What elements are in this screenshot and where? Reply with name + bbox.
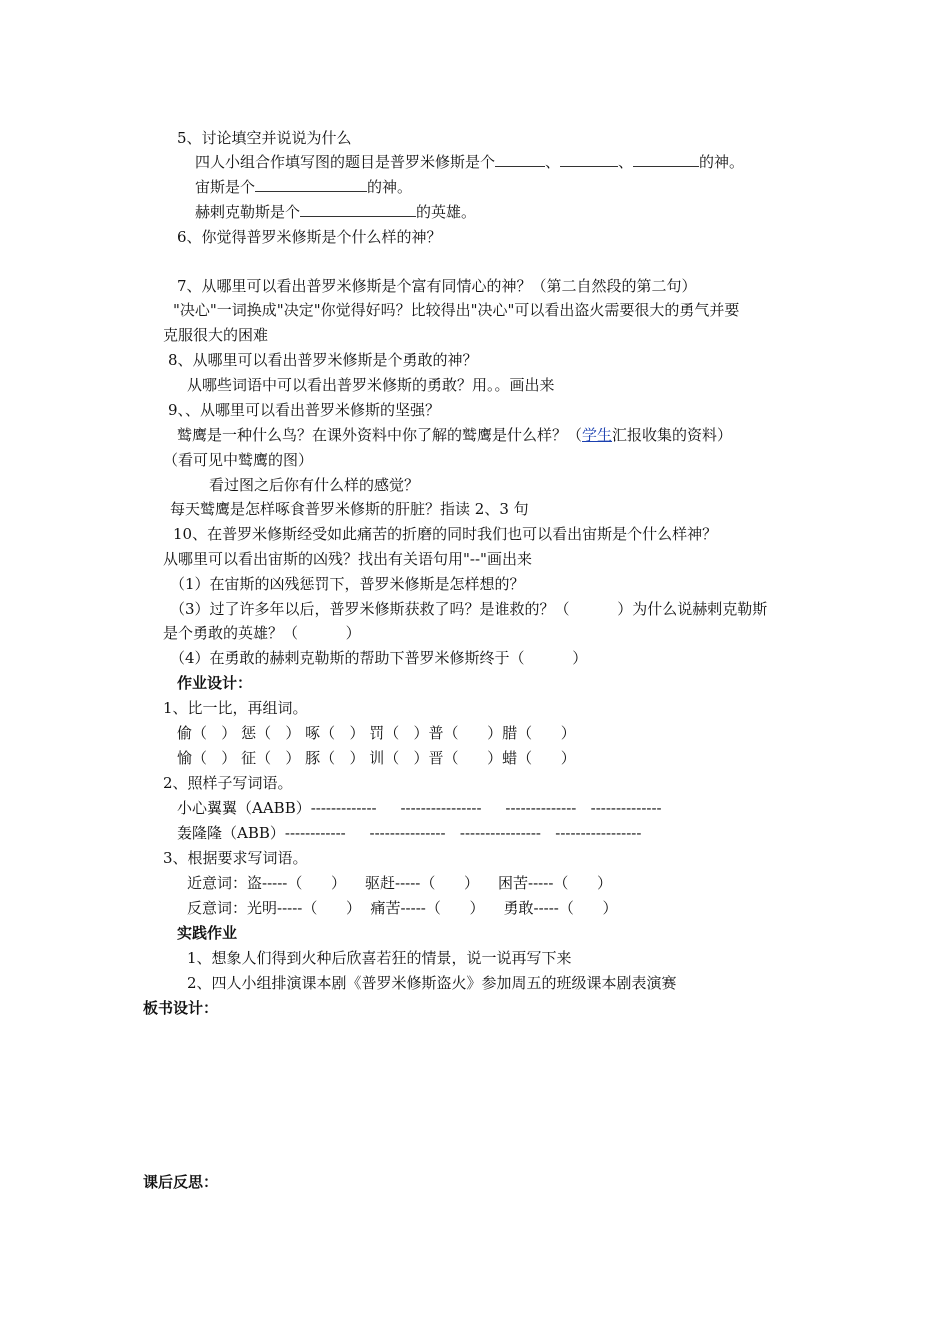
q9-line3: 看过图之后你有什么样的感觉？	[209, 476, 420, 494]
blank	[300, 202, 416, 217]
homework-item-3: 3、根据要求写词语。	[163, 849, 308, 867]
homework-2-row-2: 轰隆隆（ABB）------------ --------------- ---------------- -----------------	[177, 824, 642, 842]
q9-line2: （看可见中鹫鹰的图）	[163, 451, 314, 469]
q7-line2: 克服很大的困难	[163, 326, 269, 344]
q9-title: 9、、从哪里可以看出普罗米修斯的坚强？	[168, 401, 441, 419]
homework-1-row-1: 偷（ ） 惩（ ） 啄（ ） 罚（ ）普（ ）腊（ ）	[177, 724, 576, 742]
homework-heading: 作业设计：	[177, 674, 253, 692]
q7-title: 7、从哪里可以看出普罗米修斯是个富有同情心的神？（第二自然段的第二句）	[177, 277, 697, 295]
q5-title: 5、讨论填空并说说为什么	[177, 129, 352, 147]
practice-item-2: 2、四人小组排演课本剧《普罗米修斯盗火》参加周五的班级课本剧表演赛	[187, 974, 677, 992]
homework-item-1: 1、比一比，再组词。	[163, 699, 308, 717]
q10-line1: 从哪里可以看出宙斯的凶残？找出有关语句用"--"画出来	[163, 550, 532, 568]
q10-sub3a: （3）过了许多年以后，普罗米修斯获救了吗？是谁救的？（ ）为什么说赫剌克勒斯	[170, 600, 768, 618]
q6-title: 6、你觉得普罗米修斯是个什么样的神？	[177, 228, 442, 246]
homework-3-row-2: 反意词：光明-----（ ） 痛苦-----（ ） 勇敢-----（ ）	[187, 899, 618, 917]
homework-2-row-1: 小心翼翼（AABB）------------- ---------------- -------------- --------------	[177, 799, 662, 817]
blank	[255, 177, 367, 192]
practice-item-1: 1、想象人们得到火种后欣喜若狂的情景，说一说再写下来	[187, 949, 572, 967]
board-design-heading: 板书设计：	[143, 999, 219, 1017]
q7-line1: "决心"一词换成"决定"你觉得好吗？比较得出"决心"可以看出盗火需要很大的勇气并要	[173, 301, 740, 319]
reflection-heading: 课后反思：	[143, 1173, 219, 1191]
student-link[interactable]: 学生	[582, 426, 613, 444]
q5-line3: 赫剌克勒斯是个 的英雄。	[195, 203, 477, 221]
q9-line4: 每天鹫鹰是怎样啄食普罗米修斯的肝脏？指读 2、3 句	[170, 500, 529, 518]
homework-item-2: 2、照样子写词语。	[163, 774, 293, 792]
q10-sub4: （4）在勇敢的赫剌克勒斯的帮助下普罗米修斯终于（ ）	[170, 649, 588, 667]
q5-line2: 宙斯是个 的神。	[195, 178, 413, 196]
homework-3-row-1: 近意词：盗-----（ ） 驱赶-----（ ） 困苦-----（ ）	[187, 874, 612, 892]
blank	[560, 152, 618, 167]
q9-line1: 鹫鹰是一种什么鸟？在课外资料中你了解的鹫鹰是什么样？（学生汇报收集的资料）	[177, 426, 733, 444]
q10-sub1: （1）在宙斯的凶残惩罚下，普罗米修斯是怎样想的？	[170, 575, 525, 593]
practice-heading: 实践作业	[177, 924, 238, 942]
q8-title: 8、从哪里可以看出普罗米修斯是个勇敢的神？	[168, 351, 478, 369]
q10-title: 10、在普罗米修斯经受如此痛苦的折磨的同时我们也可以看出宙斯是个什么样神？	[173, 525, 718, 543]
q5-line1: 四人小组合作填写图的题目是普罗米修斯是个 、 、 的神。	[195, 153, 745, 171]
q10-sub3b: 是个勇敢的英雄？（ ）	[163, 624, 361, 642]
q8-line1: 从哪些词语中可以看出普罗米修斯的勇敢？用。。画出来	[187, 376, 555, 394]
blank	[495, 152, 545, 167]
homework-1-row-2: 愉（ ） 征（ ） 豚（ ） 训（ ）晋（ ）蜡（ ）	[177, 749, 576, 767]
blank	[633, 152, 699, 167]
